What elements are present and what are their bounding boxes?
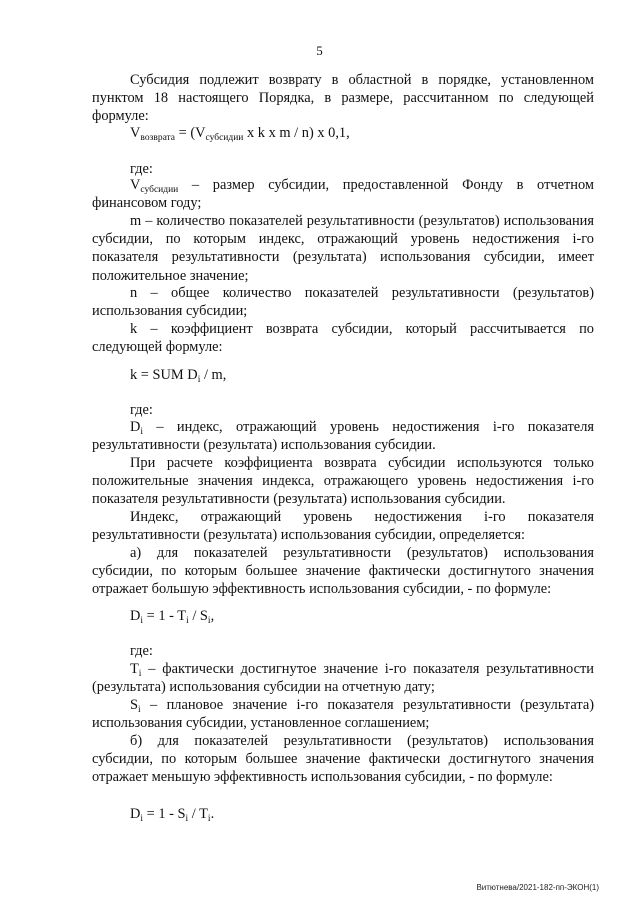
page-number: 5 <box>316 43 323 58</box>
calc-paragraph: При расчете коэффициента возврата субсидии используются только положительные значения индекса, отражающего уровень недостижения i-го показателя результативности (результата) использования субсидии. <box>92 455 594 508</box>
formula-k: k = SUM $D_i$ / m, <box>130 367 227 385</box>
definition-s: $S_i$ – плановое значение i-го показателя результативности (результата) использования субсидии, установленное соглашением; <box>92 697 594 732</box>
case-b-paragraph: б) для показателей результативности (результатов) использования субсидии, по которым большее значение фактически достигнутого значения отражает меньшую эффективность использования субсидии, - по формуле: <box>92 733 594 786</box>
document-footer-id: Витютнева/2021-182-пп-ЭКОН(1) <box>476 883 599 892</box>
definition-m: m – количество показателей результативности (результатов) использования субсидии, по которым индекс, отражающий уровень недостижения i-го показателя результативности (результата) использования субсидии, имеет положительное значение; <box>92 213 594 284</box>
definition-v-subsidy: $V_{субсидии}$ – размер субсидии, предоставленной Фонду в отчетном финансовом году; <box>92 177 594 212</box>
definition-t: $T_i$ – фактически достигнутое значение i-го показателя результативности (результата) использования субсидии на отчетную дату; <box>92 661 594 696</box>
where-label-2: где: <box>130 402 153 418</box>
case-a-paragraph: а) для показателей результативности (результатов) использования субсидии, по которым большее значение фактически достигнутого значения отражает большую эффективность использования субсидии, - по формуле: <box>92 545 594 598</box>
where-label-1: где: <box>130 161 153 177</box>
where-label-3: где: <box>130 643 153 659</box>
definition-d: $D_i$ – индекс, отражающий уровень недостижения i-го показателя результативности (результата) использования субсидии. <box>92 419 594 454</box>
definition-k: k – коэффициент возврата субсидии, который рассчитывается по следующей формуле: <box>92 321 594 356</box>
formula-d-case-a: $D_i = 1 - T_i / S_i$, <box>130 608 215 626</box>
intro-paragraph: Субсидия подлежит возврату в областной в порядке, установленном пунктом 18 настоящего Порядка, в размере, рассчитанном по следующей формуле: <box>92 72 594 125</box>
formula-return-amount: $V_{возврата} = (V_{субсидии}$ x k x m / n) x 0,1, <box>130 125 350 143</box>
formula-d-case-b: $D_i = 1 - S_i / T_i$. <box>130 806 215 824</box>
index-paragraph: Индекс, отражающий уровень недостижения i-го показателя результативности (результата) использования субсидии, определяется: <box>92 509 594 544</box>
definition-n: n – общее количество показателей результативности (результатов) использования субсидии; <box>92 285 594 320</box>
